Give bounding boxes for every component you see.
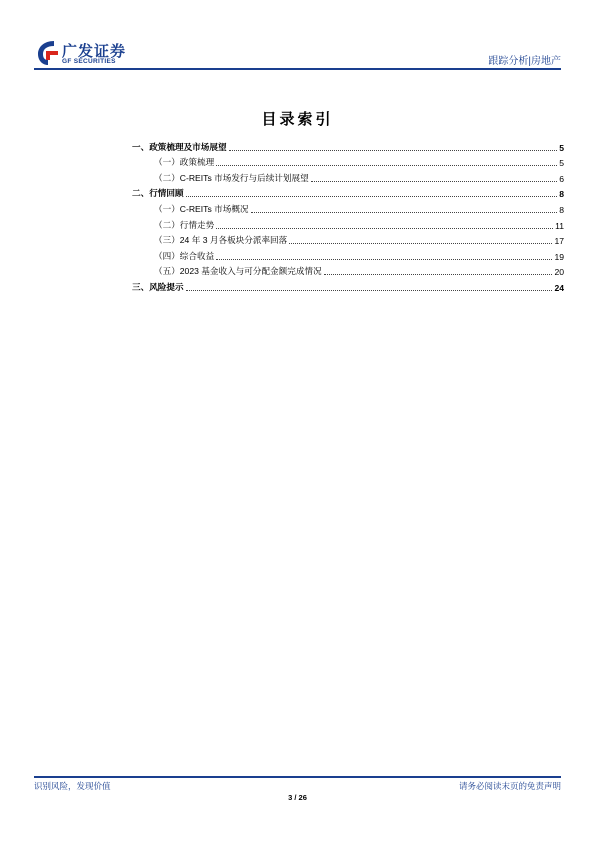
toc-leader-dots (229, 150, 558, 151)
footer-slogan: 识别风险，发现价值 (34, 781, 111, 791)
toc-leader-dots (289, 243, 552, 244)
toc-leader-dots (251, 212, 558, 213)
toc-entry-page: 24 (554, 282, 564, 293)
toc-entry-label: （一）政策梳理 (154, 157, 215, 168)
toc-leader-dots (186, 290, 553, 291)
toc-entry-label: （三）24 年 3 月各板块分派率回落 (154, 235, 288, 246)
toc-entry[interactable] (132, 168, 564, 184)
footer-disclaimer-note: 请务必阅读末页的免责声明 (458, 781, 561, 791)
toc-entry[interactable] (132, 277, 564, 293)
toc-entry[interactable] (132, 262, 564, 278)
logo-chinese-name: 广发证券 (62, 43, 127, 60)
toc-entry-page: 20 (554, 267, 564, 278)
toc-entry-label: （二）行情走势 (154, 219, 215, 230)
toc-entry-label: 一、政策梳理及市场展望 (132, 141, 227, 152)
toc-entry[interactable] (132, 215, 564, 231)
table-of-contents (132, 137, 564, 293)
toc-entry[interactable] (132, 199, 564, 215)
toc-entry[interactable] (132, 153, 564, 169)
gf-logo-icon (34, 38, 60, 68)
toc-entry-page: 6 (559, 173, 564, 184)
toc-entry-label: （四）综合收益 (154, 250, 215, 261)
toc-leader-dots (311, 181, 558, 182)
toc-entry-page: 8 (559, 204, 564, 215)
toc-entry-page: 17 (554, 236, 564, 247)
toc-entry-label: 二、行情回顾 (132, 188, 184, 199)
toc-entry-label: （五）2023 基金收入与可分配金额完成情况 (154, 266, 322, 277)
toc-entry-label: （二）C-REITs 市场发行与后续计划展望 (154, 172, 309, 183)
toc-entry-page: 11 (555, 220, 564, 231)
toc-entry-label: （一）C-REITs 市场概况 (154, 203, 249, 214)
footer-divider (34, 776, 561, 778)
toc-title: 目录索引 (261, 111, 334, 128)
page-header (34, 38, 561, 70)
logo-english-name: GF SECURITIES (62, 58, 116, 65)
toc-entry-page: 8 (559, 189, 564, 200)
toc-leader-dots (324, 274, 553, 275)
toc-entry[interactable] (132, 231, 564, 247)
report-type-label: 跟踪分析|房地产 (488, 56, 561, 67)
gf-logo (34, 38, 144, 68)
page-number: 3 / 26 (288, 793, 307, 802)
toc-entry-label: 三、风险提示 (132, 281, 184, 292)
toc-leader-dots (216, 165, 557, 166)
toc-leader-dots (216, 228, 553, 229)
toc-entry[interactable] (132, 184, 564, 200)
toc-entry-page: 19 (554, 251, 564, 262)
toc-entry-page: 5 (559, 158, 564, 169)
header-divider (34, 68, 561, 70)
toc-entry[interactable] (132, 246, 564, 262)
toc-leader-dots (186, 196, 558, 197)
toc-entry[interactable] (132, 137, 564, 153)
toc-leader-dots (216, 259, 552, 260)
toc-entry-page: 5 (559, 142, 564, 153)
